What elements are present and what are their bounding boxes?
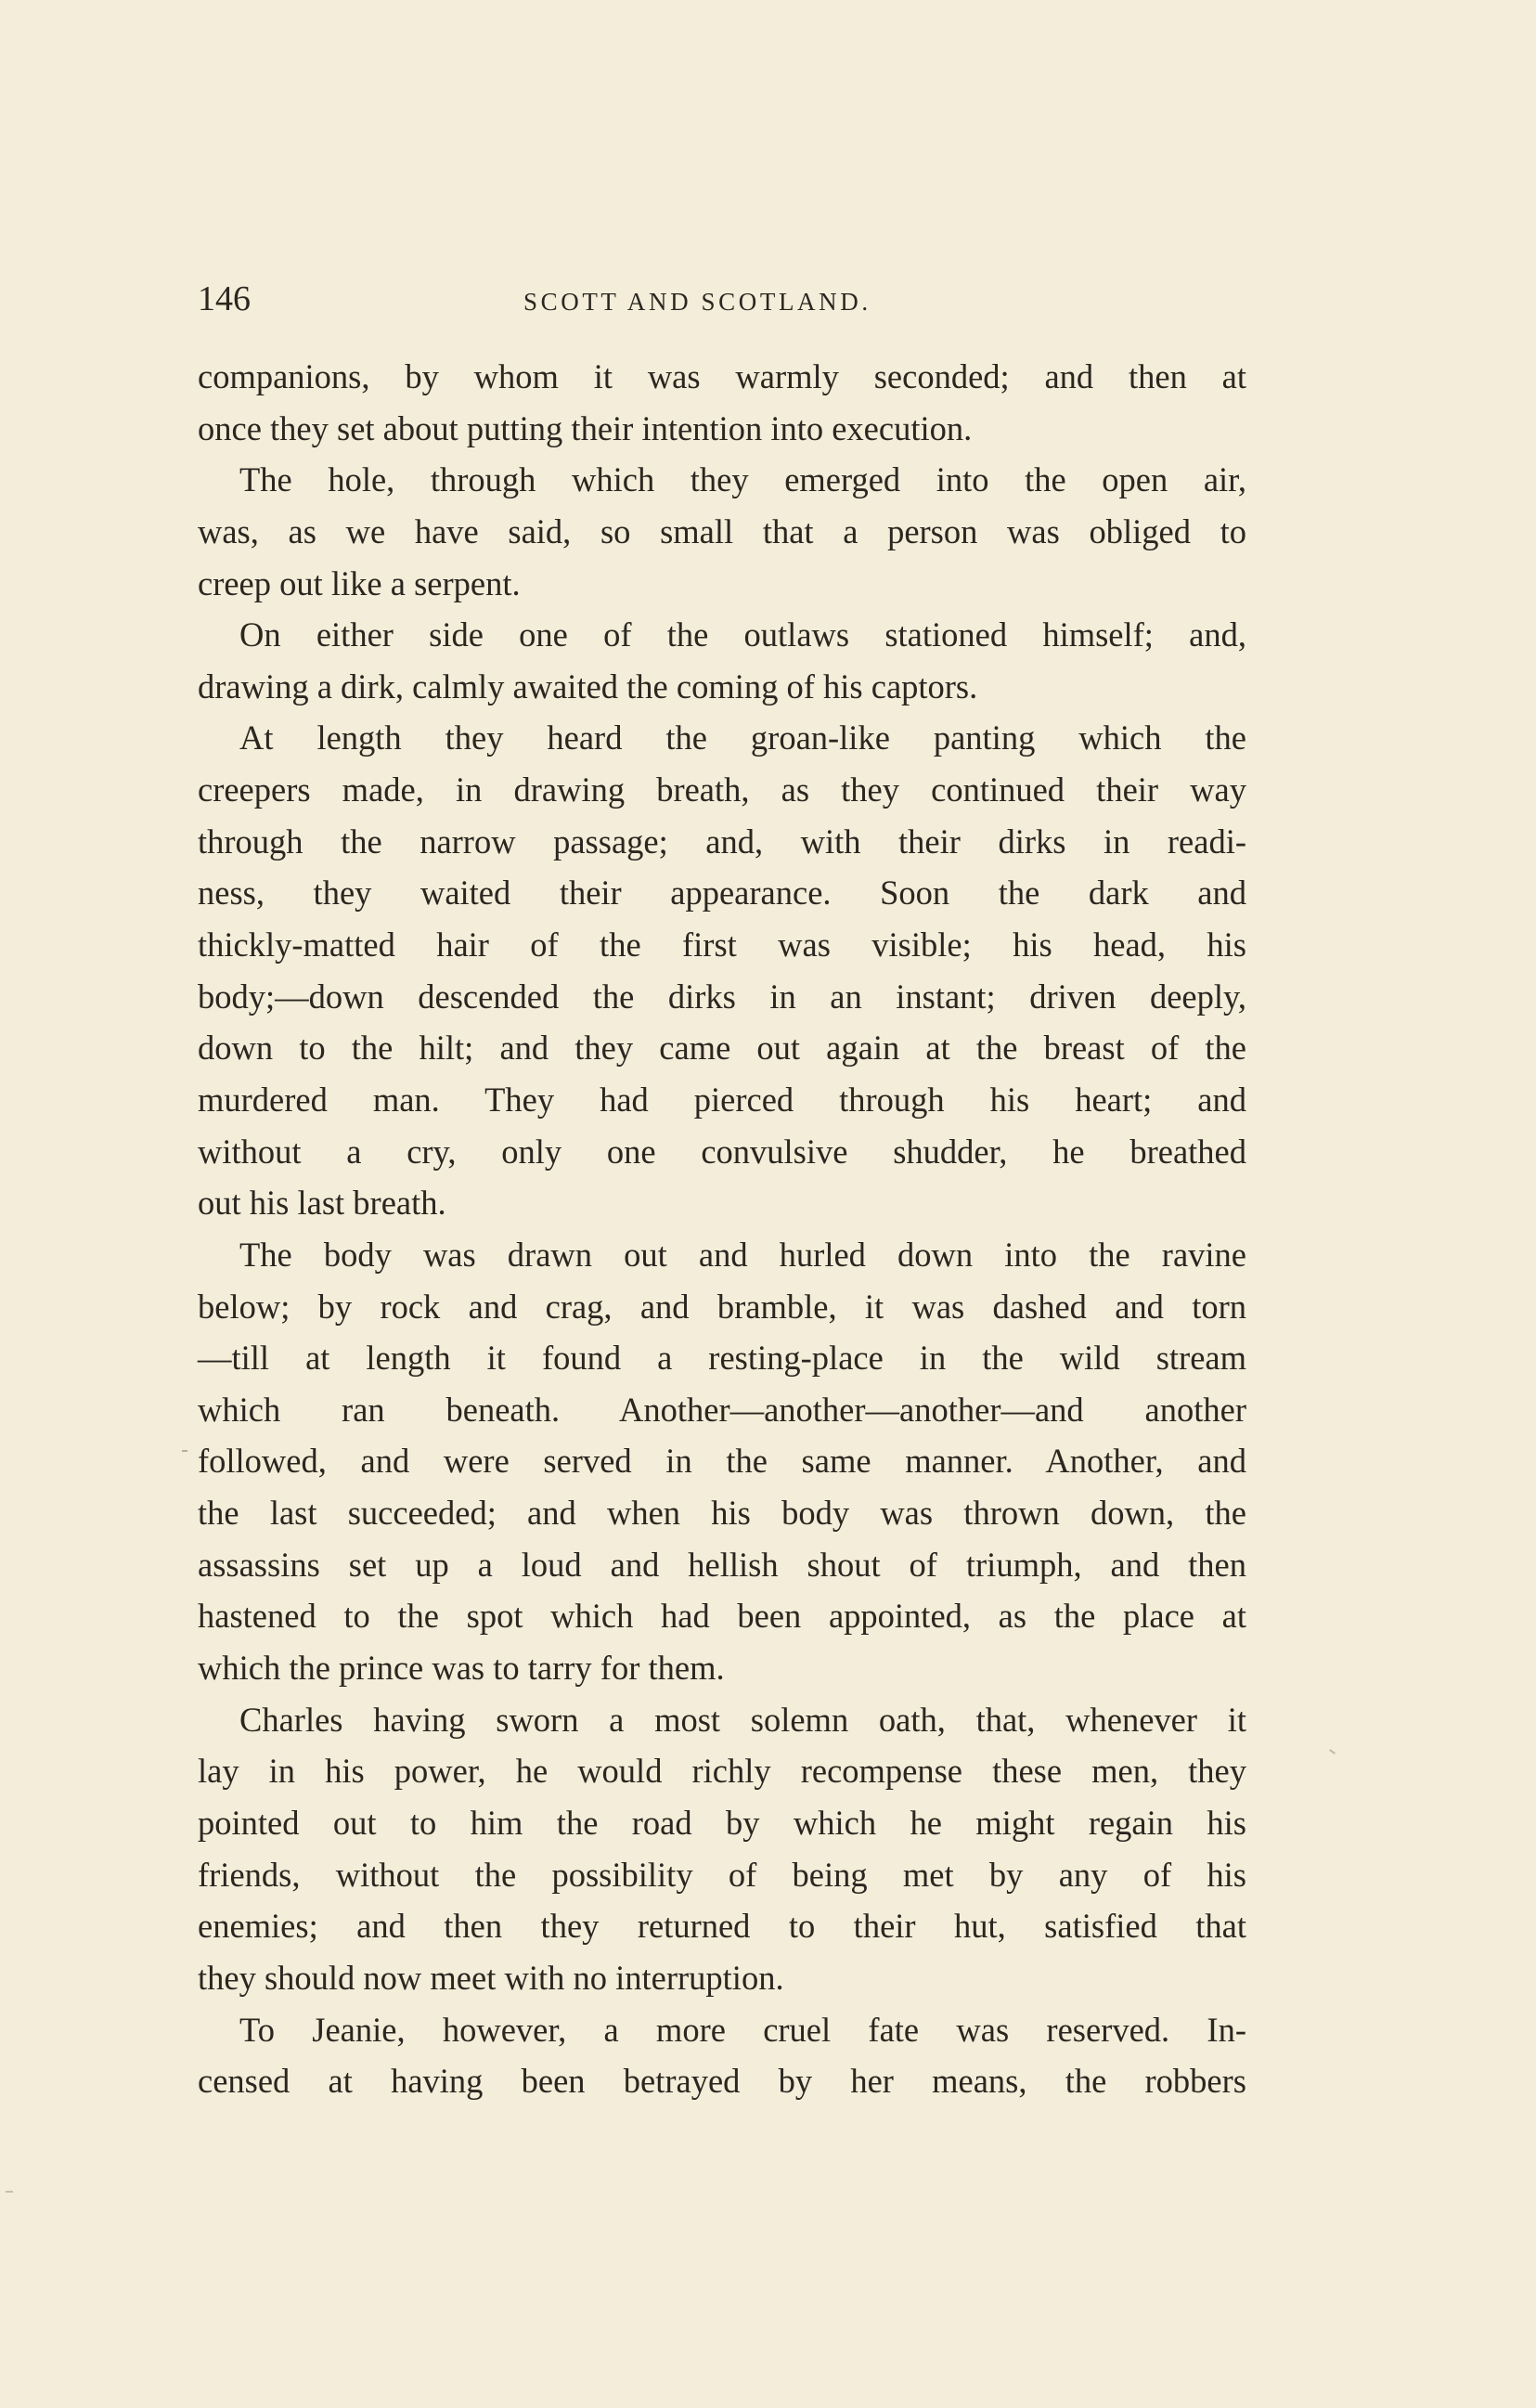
paragraph-4 [198, 712, 1246, 1228]
text-line: followed, and were served in the same manner. Another, and [198, 1442, 1246, 1481]
text-line: which ran beneath. Another—another—another—and another [198, 1390, 1246, 1429]
text-line: body;—down descended the dirks in an instant; driven deeply, [198, 977, 1246, 1016]
paragraph-3 [198, 609, 1246, 712]
text-line: thickly-matted hair of the first was visible; his head, his [198, 926, 1246, 964]
text-line: creep out like a serpent. [198, 563, 521, 602]
text-line: which the prince was to tarry for them. [198, 1649, 725, 1688]
text-line: murdered man. They had pierced through his heart; and [198, 1080, 1246, 1119]
text-line: they should now meet with no interruption. [198, 1958, 784, 1997]
text-line: pointed out to him the road by which he might regain his [198, 1803, 1246, 1842]
paper-speck [6, 2191, 13, 2193]
text-line: hastened to the spot which had been appointed, as the place at [198, 1597, 1246, 1636]
text-line: The hole, through which they emerged into the open air, [239, 460, 1246, 499]
page-number: 146 [198, 279, 251, 318]
text-line: ness, they waited their appearance. Soon the dark and [198, 874, 1246, 913]
text-line: companions, by whom it was warmly seconded; and then at [198, 357, 1246, 395]
text-line: censed at having been betrayed by her means, the robbers [198, 2062, 1246, 2101]
text-line: without a cry, only one convulsive shudder, he breathed [198, 1132, 1246, 1171]
text-line: lay in his power, he would richly recompense these men, they [198, 1752, 1246, 1791]
paragraph-1 [198, 351, 1246, 454]
text-line: creepers made, in drawing breath, as they continued their way [198, 770, 1246, 809]
text-line: assassins set up a loud and hellish shout of triumph, and then [198, 1545, 1246, 1584]
text-line: At length they heard the groan-like panting which the [239, 719, 1246, 757]
running-head [198, 278, 1246, 334]
text-line: The body was drawn out and hurled down into the ravine [239, 1235, 1246, 1274]
text-line: down to the hilt; and they came out again at the breast of the [198, 1029, 1246, 1068]
body-text [198, 351, 1246, 2107]
paragraph-5 [198, 1229, 1246, 1694]
paragraph-6 [198, 1694, 1246, 2004]
text-line: the last succeeded; and when his body was thrown down, the [198, 1494, 1246, 1533]
text-line: To Jeanie, however, a more cruel fate was reserved. In- [239, 2010, 1246, 2049]
text-line: below; by rock and crag, and bramble, it was dashed and torn [198, 1287, 1246, 1326]
paragraph-7 [198, 2004, 1246, 2107]
text-line: enemies; and then they returned to their hut, satisfied that [198, 1907, 1246, 1946]
text-line: through the narrow passage; and, with their dirks in readi- [198, 822, 1246, 861]
text-line: On either side one of the outlaws stationed himself; and, [239, 615, 1246, 654]
text-line: drawing a dirk, calmly awaited the coming of his captors. [198, 667, 978, 706]
paper-speck [1329, 1749, 1336, 1754]
text-line: Charles having sworn a most solemn oath, that, whenever it [239, 1700, 1246, 1739]
paragraph-2 [198, 454, 1246, 609]
text-line: once they set about putting their intention into execution. [198, 408, 973, 447]
text-line: friends, without the possibility of being met by any of his [198, 1855, 1246, 1894]
text-line: —till at length it found a resting-place in the wild stream [198, 1339, 1246, 1378]
running-title: SCOTT AND SCOTLAND. [523, 288, 871, 316]
text-line: was, as we have said, so small that a person was obliged to [198, 511, 1246, 550]
paper-speck [182, 1450, 187, 1452]
text-line: out his last breath. [198, 1184, 446, 1223]
